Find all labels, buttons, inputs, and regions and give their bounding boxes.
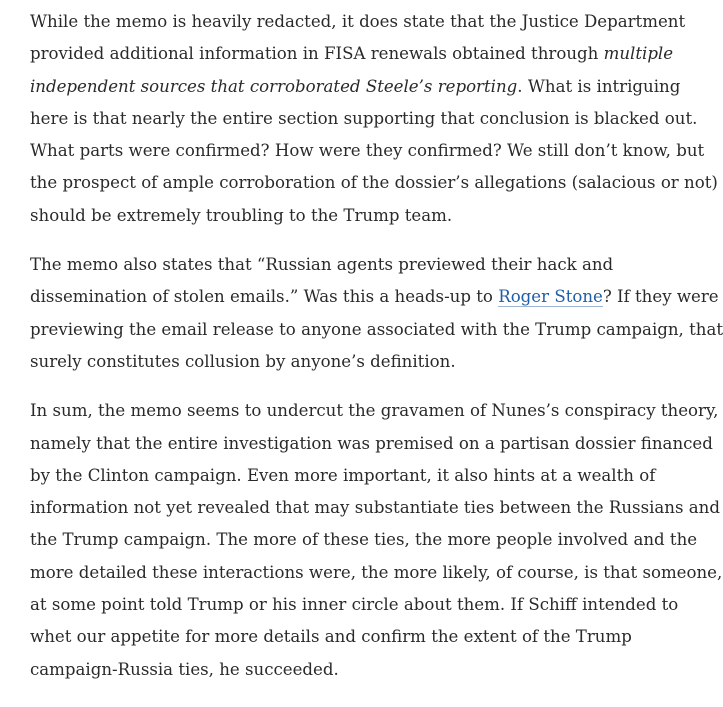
paragraph-1-line-7: should be extremely troubling to the Trump team. (30, 205, 453, 225)
paragraph-2 (30, 249, 723, 378)
paragraph-3-line-5: the Trump campaign. The more of these ties, the more people involved and the (30, 530, 698, 550)
emphasis-independent-sources: independent sources that corroborated Steele’s reporting (30, 76, 518, 96)
paragraph-1-line-3-text: . What is intriguing (517, 76, 681, 96)
paragraph-1-line-4: here is that nearly the entire section supporting that conclusion is blacked out. (30, 108, 698, 128)
paragraph-1-line-3 (30, 71, 695, 103)
paragraph-3-line-3: by the Clinton campaign. Even more important, it also hints at a wealth of (30, 465, 656, 485)
paragraph-3 (30, 395, 723, 686)
paragraph-3-line-4: information not yet revealed that may substantiate ties between the Russians and (30, 498, 720, 518)
paragraph-3-line-7: at some point told Trump or his inner circle about them. If Schiff intended to (30, 595, 679, 615)
paragraph-1-line-2 (30, 38, 695, 70)
paragraph-2-line-2 (30, 281, 719, 313)
paragraph-1 (30, 6, 718, 232)
paragraph-2-line-2-tail: ? If they were (602, 287, 719, 307)
roger-stone-link[interactable]: Roger Stone (498, 287, 603, 307)
paragraph-3-line-6: more detailed these interactions were, the more likely, of course, is that someone, (30, 562, 723, 582)
paragraph-2-line-3: previewing the email release to anyone associated with the Trump campaign, that (30, 319, 723, 339)
paragraph-1-line-1: While the memo is heavily redacted, it does state that the Justice Department (30, 12, 686, 31)
emphasis-multiple: multiple (603, 44, 674, 64)
paragraph-2-line-2-text: dissemination of stolen emails.” Was this a heads-up to (30, 287, 499, 307)
paragraph-2-line-1: The memo also states that “Russian agents previewed their hack and (30, 255, 614, 275)
paragraph-3-line-9: campaign-Russia ties, he succeeded. (30, 659, 339, 679)
paragraph-3-line-8: whet our appetite for more details and confirm the extent of the Trump (30, 627, 632, 647)
paragraph-1-line-6: the prospect of ample corroboration of the dossier’s allegations (salacious or not) (30, 173, 718, 193)
paragraph-1-line-5: What parts were confirmed? How were they confirmed? We still don’t know, but (30, 141, 705, 161)
paragraph-3-line-2: namely that the entire investigation was premised on a partisan dossier financed (30, 433, 713, 453)
paragraph-3-line-1: In sum, the memo seems to undercut the gravamen of Nunes’s conspiracy theory, (30, 401, 719, 421)
paragraph-2-line-4: surely constitutes collusion by anyone’s definition. (30, 351, 456, 371)
paragraph-1-line-2-text: provided additional information in FISA renewals obtained through (30, 44, 604, 64)
